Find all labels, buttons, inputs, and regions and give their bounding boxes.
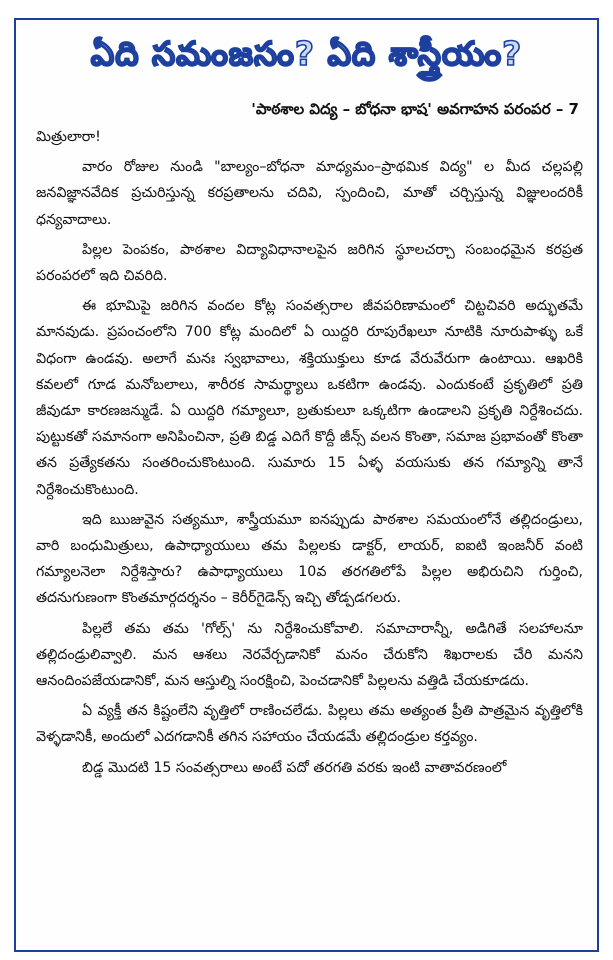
paragraph-evolution: ఈ భూమిపై జరిగిన వందల కోట్ల సంవత్సరాల జీవపరిణామంలో చిట్టచివరి అద్భుతమే మానవుడు. ప్రపంచంలోని 700 కోట్ల మందిలో ఏ యిద్దరి రూపురేఖలూ నూటికి నూరుపాళ్ళు ఒకే విధంగా ఉండవు. అలాగే మనః స్వభావాలు, శక్తియుక్తులు కూడ వేరువేరుగా ఉంటాయి. ఆఖరికి కవలలో గూడ మనోబలాలు, శారీరక సామర్థ్యాలు ఒకటిగా ఉండవు. ఎందుకంటే ప్రకృతిలో ప్రతి జీవుడూ కారణజన్ముడే. ఏ యిద్దరి గమ్యాలూ, బ్రతుకులూ ఒక్కటిగా ఉండాలని ప్రకృతి నిర్దేశించదు. పుట్టుకతో సమానంగా అనిపించినా, ప్రతి బిడ్డ ఎదిగే కొద్దీ జీన్స్ వలన కొంతా, సమాజ ప్రభావంతో కొంతా తన ప్రత్యేకతను సంతరించుకొంటుంది. సుమారు 15 ఏళ్ళ వయసుకు తన గమ్యాన్ని తానే నిర్దేశించుకొంటుంది.	[36, 298, 583, 498]
paragraph-children-goals: పిల్లలే తమ తమ 'గోల్స్' ను నిర్దేశించుకోవాలి. సమాచారాన్నీ, అడిగితే సలహాలనూ తల్లిదండ్రులివ్వాలి. మన ఆశలు నెరవేర్చడానికో మనం చేరుకోని శిఖరాలకు చేరి మనని ఆనందింపజేయడానికో, మన ఆస్తుల్ని సంరక్షించి, పెంచడానికో పిల్లలను వత్తిడి చేయకూడదు.	[36, 620, 583, 690]
document-frame	[14, 18, 599, 952]
paragraph-first-15-years: బిడ్డ మొదటి 15 సంవత్సరాలు అంటే పదో తరగతి వరకు ఇంటి వాతావరణంలో	[82, 759, 507, 776]
paragraph-parents-duty: ఏ వ్యక్తీ తన కిష్టంలేని వృత్తిలో రాణించలేడు. పిల్లలు తమ అత్యంత ప్రీతి పాత్రమైన వృత్తిలోకి వెళ్ళడానికీ, అందులో ఎదగడానికీ తగిన సహాయం చేయడమే తల్లిదండ్రుల కర్తవ్యం.	[36, 703, 583, 746]
paragraph-goals: ఇది ఋజువైన సత్యమూ, శాస్త్రీయమూ ఐనప్పుడు పాఠశాల సమయంలోనే తల్లిదండ్రులు, వారి బంధుమిత్రులు, ఉపాధ్యాయులు తమ పిల్లలకు డాక్టర్, లాయర్, ఐఐటి ఇంజనీర్ వంటి గమ్యాలనెలా నిర్దేశిస్తారు? ఉపాధ్యాయులు 10వ తరగతిలోపే పిల్లల అభిరుచిని గుర్తించి, తదనుగుణంగా కొంతమార్గదర్శనం – కెరీర్‌గైడెన్స్ ఇచ్చి తోడ్పడగలరు.	[36, 511, 583, 607]
article-body	[36, 124, 583, 781]
paragraph-series-last: పిల్లల పెంపకం, పాఠశాల విద్యావిధానాలపైన జరిగిన స్థూలచర్చా సంబంధమైన కరప్రత పరంపరలో ఇది చివరిది.	[36, 241, 583, 285]
salutation: మిత్రులారా!	[36, 129, 101, 145]
paragraph-thanks: వారం రోజుల నుండి "బాల్యం–బోధనా మాధ్యమం–ప్రాథమిక విద్య" ల మీద చల్లపల్లి జనవిజ్ఞానవేదిక ప్రచురిస్తున్న కరప్రతాలను చదివి, స్పందించి, మాతో చర్చిస్తున్న విజ్ఞులందరికీ ధన్యవాదాలు.	[36, 159, 583, 228]
series-subtitle: 'పాఠశాల విద్య – బోధనా భాష' అవగాహన పరంపర – 7	[251, 100, 579, 118]
page-title: ఏది సమంజసం? ఏది శాస్త్రీయం?	[90, 34, 523, 73]
